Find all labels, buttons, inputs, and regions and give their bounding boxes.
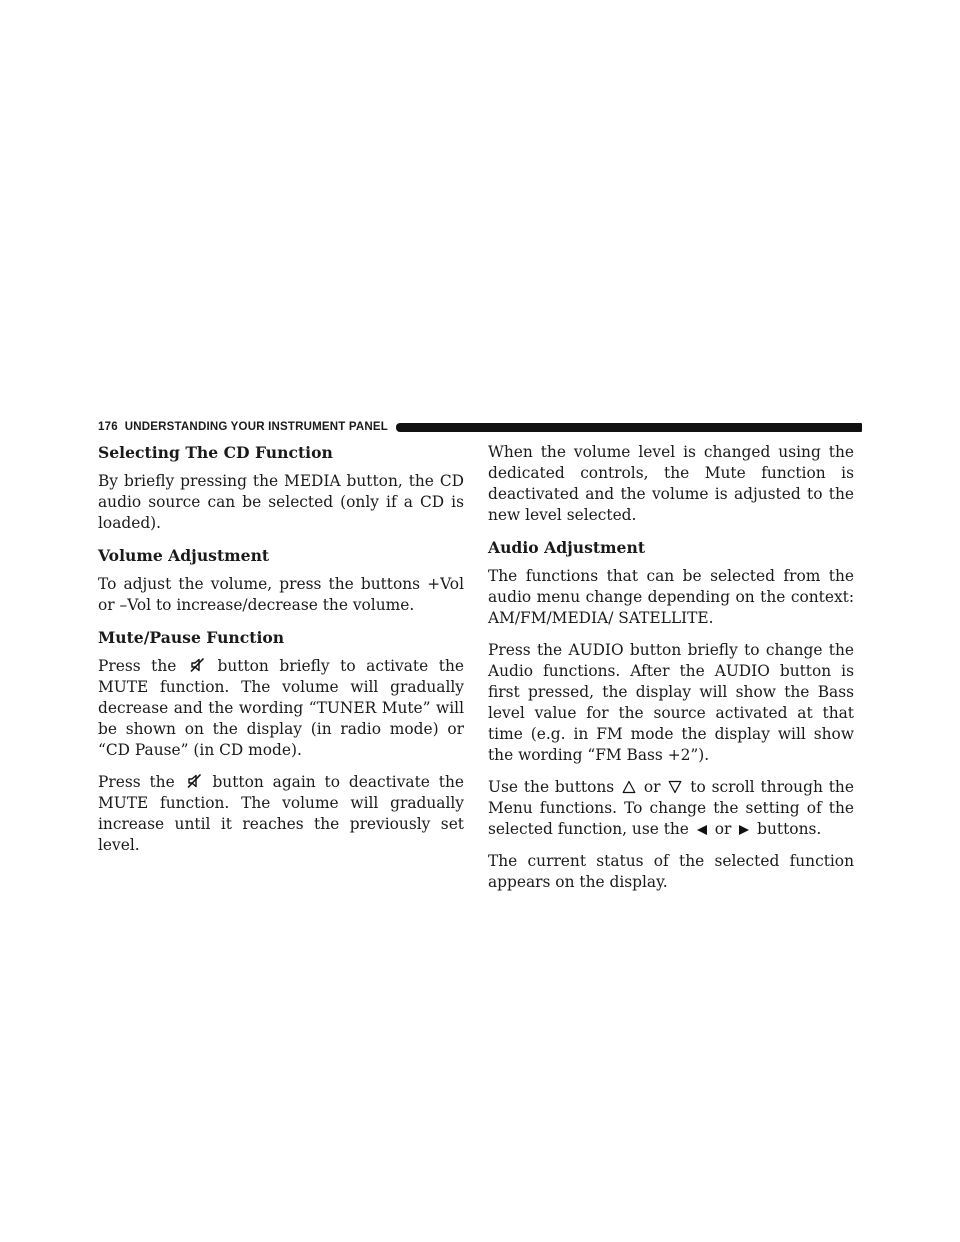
header-rule	[396, 423, 862, 432]
volume-change-text: When the volume level is changed using the dedicated controls, the Mute function is deactivated and the volume is adjusted to the new level selected.	[488, 443, 854, 524]
cd-function-heading: Selecting The CD Function	[98, 443, 333, 462]
page-header	[98, 418, 862, 436]
triangle-down-outline-icon	[668, 780, 682, 794]
volume-adjustment-heading: Volume Adjustment	[98, 546, 270, 565]
left-column	[98, 442, 464, 867]
mute-pause-heading: Mute/Pause Function	[98, 628, 285, 647]
section-title: UNDERSTANDING YOUR INSTRUMENT PANEL	[124, 421, 388, 433]
volume-adjustment-text: To adjust the volume, press the buttons +Vol or –Vol to increase/decrease the volume.	[98, 575, 464, 614]
mute-deactivate-text: Press the button again to deactivate the MUTE function. The volume will gradually increase until it reaches the previously set level.	[98, 773, 464, 854]
triangle-left-solid-icon	[696, 824, 708, 836]
triangle-up-outline-icon	[622, 780, 636, 794]
triangle-right-solid-icon	[738, 824, 750, 836]
mute-speaker-icon	[189, 657, 205, 673]
mute-speaker-icon	[186, 773, 202, 789]
audio-button-text: Press the AUDIO button briefly to change the Audio functions. After the AUDIO button is first pressed, the display will show the Bass level value for the source activated at that time (e.g. in FM mode the display will show the wording “FM Bass +2”).	[488, 641, 854, 764]
current-status-text: The current status of the selected function appears on the display.	[488, 852, 854, 891]
menu-scroll-text: Use the buttons or to scroll through the Menu functions. To change the setting of the selected function, use the or buttons.	[488, 778, 854, 838]
mute-activate-text: Press the button briefly to activate the MUTE function. The volume will gradually decrease and the wording “TUNER Mute” will be shown on the display (in radio mode) or “CD Pause” (in CD mode).	[98, 657, 464, 759]
page-number: 176	[98, 421, 118, 433]
right-column	[488, 442, 854, 904]
audio-adjustment-heading: Audio Adjustment	[488, 538, 646, 557]
audio-context-text: The functions that can be selected from the audio menu change depending on the context: AM/FM/MEDIA/ SATELLITE.	[488, 567, 854, 627]
cd-function-text: By briefly pressing the MEDIA button, the CD audio source can be selected (only if a CD is loaded).	[98, 472, 464, 532]
